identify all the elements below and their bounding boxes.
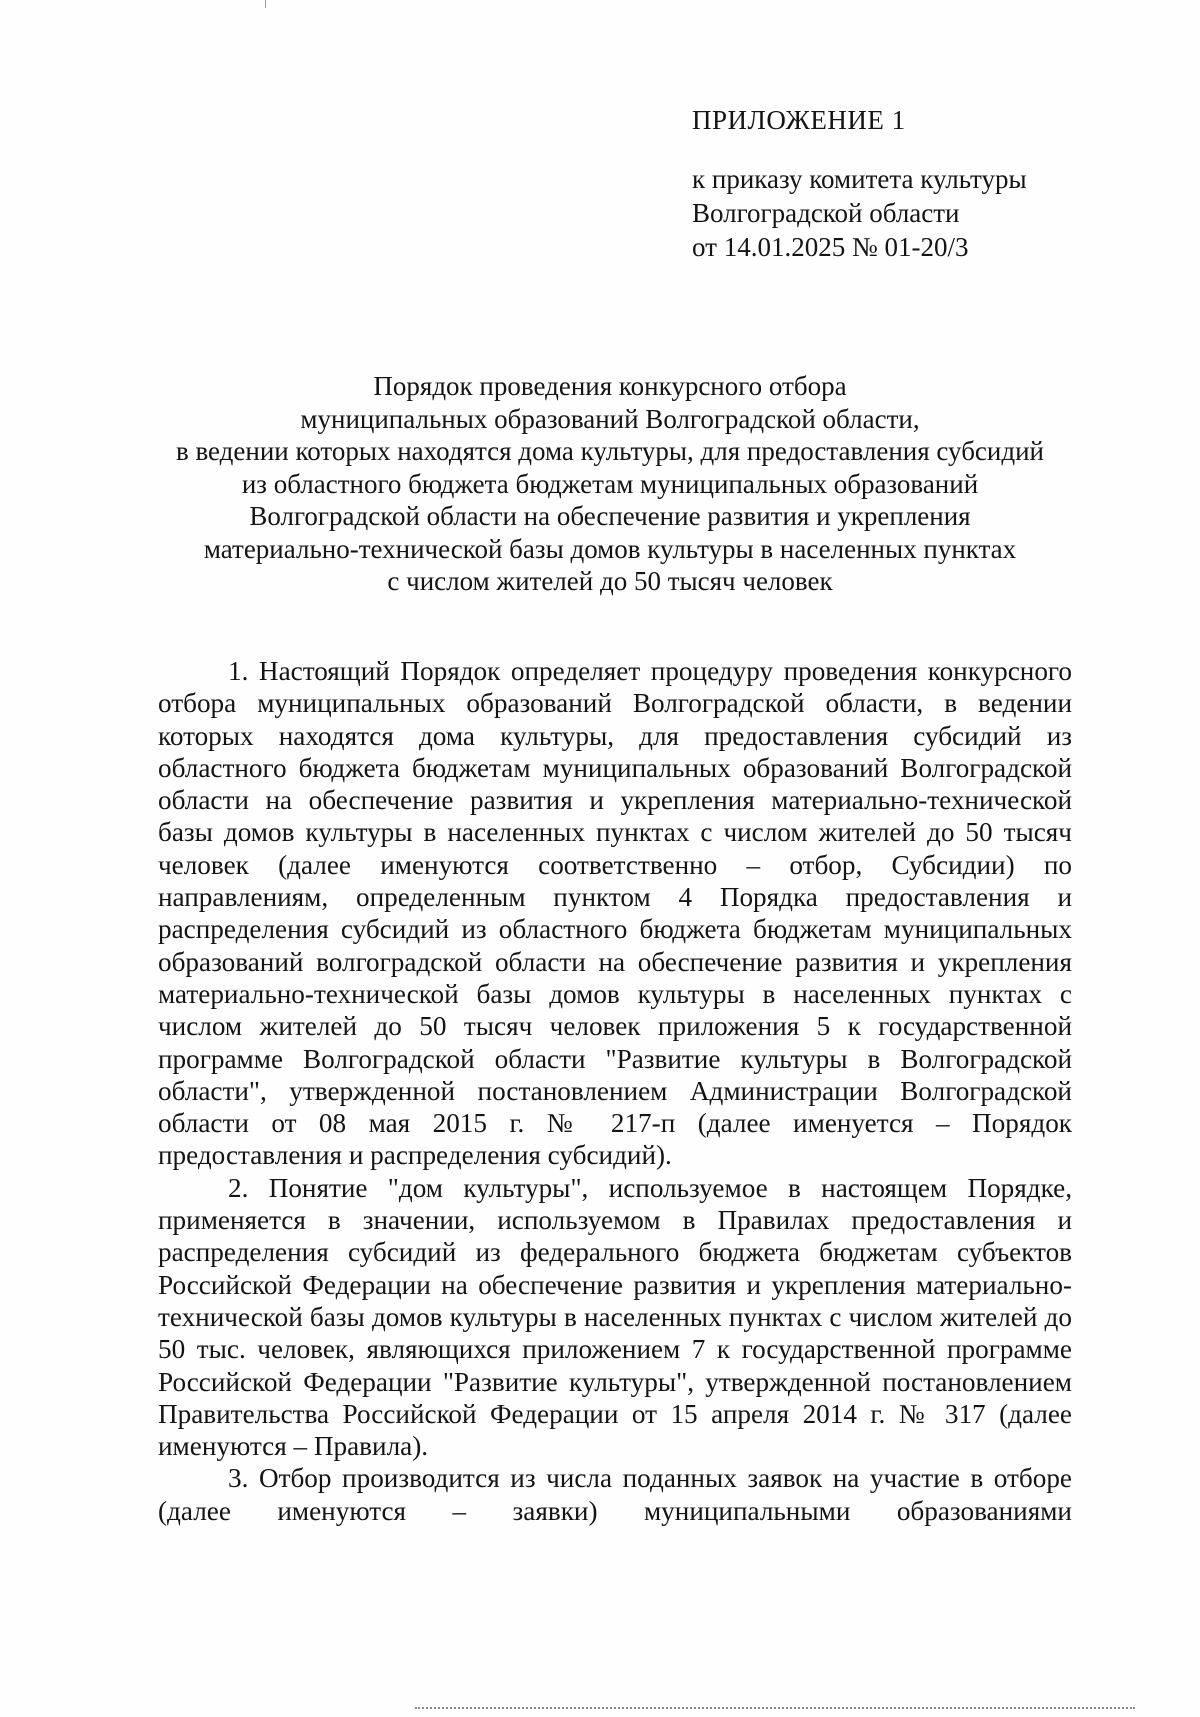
appendix-heading: ПРИЛОЖЕНИЕ 1 — [692, 105, 906, 135]
appendix-order-line: к приказу комитета культуры — [692, 164, 1027, 194]
title-line: из областного бюджета бюджетам муниципальных образований — [241, 468, 979, 499]
title-line: Порядок проведения конкурсного отбора — [373, 371, 847, 401]
document-body — [158, 655, 1072, 1527]
title-line: Волгоградской области на обеспечение развития и укрепления — [249, 501, 971, 531]
scan-artifact-bottom — [415, 1707, 1135, 1709]
paragraph-1: 1. Настоящий Порядок определяет процедуру проведения конкурсного отбора муниципальных образований Волгоградской области, в ведении которых находятся дома культуры, для предоставления субсидий из областного бюджета бюджетам муниципальных образований Волгоградской области на обеспечение развития и укрепления материально-технической базы домов культуры в населенных пунктах с числом жителей до 50 тысяч человек (далее именуются соответственно – отбор, Субсидии) по направлениям, определенным пунктом 4 Порядка предоставления и распределения субсидий из областного бюджета бюджетам муниципальных образований волгоградской области на обеспечение развития и укрепления материально-технической базы домов культуры в населенных пунктах с числом жителей до 50 тысяч человек приложения 5 к государственной программе Волгоградской области "Развитие культуры в Волгоградской области", утвержденной постановлением Администрации Волгоградской области от 08 мая 2015 г. № 217-п (далее именуется – Порядок предоставления и распределения субсидий). — [158, 656, 1072, 1171]
title-line: материально-технической базы домов культуры в населенных пунктах — [203, 533, 1017, 564]
appendix-block — [692, 103, 1132, 264]
document-title — [140, 370, 1080, 598]
appendix-date-number-line: от 14.01.2025 № 01-20/3 — [692, 232, 969, 262]
appendix-region-line: Волгоградской области — [692, 198, 960, 228]
title-line: муниципальных образований Волгоградской области, — [300, 403, 920, 434]
paragraph-3: 3. Отбор производится из числа поданных заявок на участие в отборе (далее именуются – заявки) муниципальными образованиями — [158, 1463, 1072, 1526]
paragraph-2: 2. Понятие "дом культуры", используемое в настоящем Порядке, применяется в значении, используемом в Правилах предоставления и распределения субсидий из федерального бюджета бюджетам субъектов Российской Федерации на обеспечение развития и укрепления материально-технической базы домов культуры в населенных пунктах с числом жителей до 50 тыс. человек, являющихся приложением 7 к государственной программе Российской Федерации "Развитие культуры", утвержденной постановлением Правительства Российской Федерации от 15 апреля 2014 г. № 317 (далее именуются – Правила). — [158, 1172, 1072, 1462]
scan-artifact-top — [265, 0, 266, 8]
title-line: в ведении которых находятся дома культуры, для предоставления субсидий — [175, 436, 1045, 466]
title-line: с числом жителей до 50 тысяч человек — [387, 566, 833, 596]
